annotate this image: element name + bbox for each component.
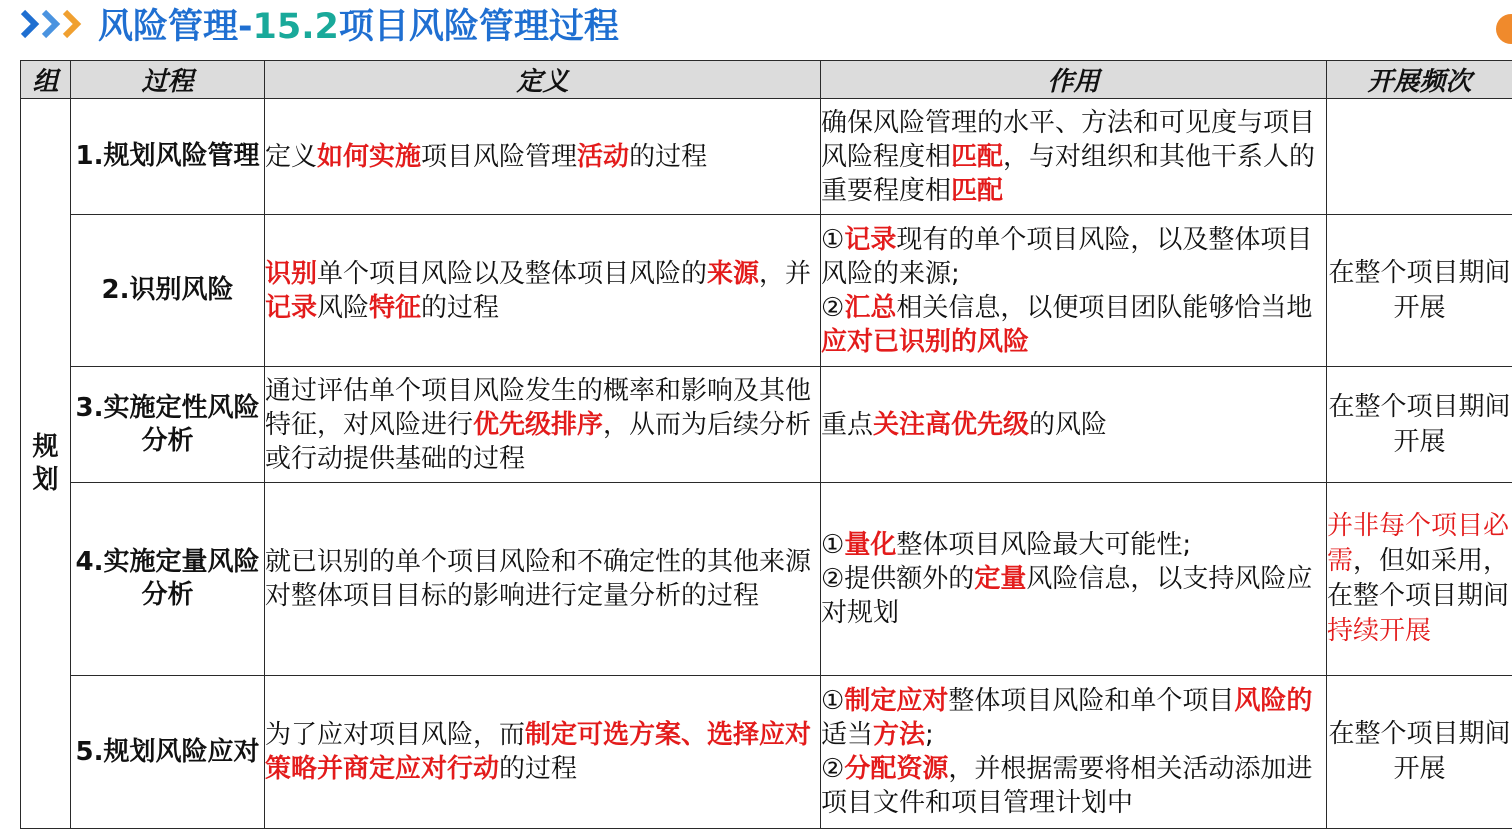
cell-text: 整体项目风险最大可能性; (896, 530, 1192, 560)
highlight-text: 记录 (844, 224, 897, 255)
process-cell: 3.实施定性风险分析 (71, 367, 265, 483)
process-cell: 1.规划风险管理 (71, 99, 265, 215)
frequency-cell (1327, 215, 1512, 367)
highlight-text: 匹配 (951, 141, 1004, 172)
process-cell: 2.识别风险 (71, 215, 265, 367)
cell-text: 的风险 (1029, 409, 1108, 440)
cell-text: ② (821, 754, 845, 784)
cell-text: 在整个项目期间开展 (1328, 391, 1511, 457)
risk-process-table (20, 60, 1512, 829)
title-number: 15.2 (252, 7, 339, 47)
title-rest: 项目风险管理过程 (338, 7, 619, 47)
table-row (21, 367, 1512, 483)
cell-text: ，但如采用，在整个项目期间 (1327, 546, 1510, 611)
group-label: 规划 (32, 431, 59, 495)
cell-text: ① (821, 224, 845, 255)
highlight-text: 如何实施 (317, 141, 422, 172)
highlight-text: 活动 (577, 141, 630, 172)
cell-text: 风险信息，以支持风险应对规划 (821, 564, 1313, 628)
header-effect: 作用 (821, 61, 1327, 99)
highlight-text: 量化 (844, 530, 897, 560)
cell-text: 就已识别的单个项目风险和不确定性的其他来源对整体项目目标的影响进行定量分析的过程 (265, 547, 812, 611)
cell-text: 在整个项目期间开展 (1328, 719, 1511, 784)
cell-text: 相关信息，以便项目团队能够恰当地 (896, 292, 1313, 323)
cell-text: ，并 (759, 258, 812, 289)
header-definition: 定义 (265, 61, 821, 99)
frequency-cell (1327, 99, 1512, 215)
process-cell: 4.实施定量风险分析 (71, 483, 265, 676)
highlight-text: 记录 (265, 292, 318, 323)
process-cell: 5.规划风险应对 (71, 676, 265, 829)
cell-text: 定义 (265, 141, 318, 172)
cell-text: 在整个项目期间开展 (1328, 257, 1511, 323)
definition-cell (265, 215, 821, 367)
cell-text: ① (821, 686, 845, 716)
frequency-cell (1327, 676, 1512, 829)
effect-cell (821, 367, 1327, 483)
highlight-text: 识别 (265, 258, 318, 289)
frequency-cell (1327, 367, 1512, 483)
cell-text: ① (821, 530, 845, 560)
highlight-text: 应对已识别的风险 (821, 326, 1030, 357)
highlight-text: 关注高优先级 (873, 409, 1030, 440)
cell-text: ，并根据需要将相关活动添加进项目文件和项目管理计划中 (821, 754, 1313, 818)
cell-text: 的过程 (421, 292, 500, 323)
table-header-row (21, 61, 1512, 99)
cell-text: 确保风险管理的水平、方法和可见度与项目风险程度相 (821, 107, 1316, 172)
highlight-text: 定量 (974, 564, 1027, 594)
definition-cell (265, 367, 821, 483)
highlight-text: 匹配 (951, 175, 1004, 206)
highlight-text: 来源 (707, 258, 760, 289)
cell-text: 的过程 (629, 141, 708, 172)
highlight-text: 优先级排序 (473, 409, 604, 440)
highlight-text: 制定可选方案、选择应对策略并商定应对行动 (265, 720, 812, 784)
highlight-text: 汇总 (844, 292, 897, 323)
highlight-text: 风险的 (1234, 686, 1313, 716)
table-row (21, 215, 1512, 367)
header-frequency: 开展频次 (1327, 61, 1512, 99)
chevrons-group (20, 7, 90, 41)
effect-cell (821, 99, 1327, 215)
cell-text: ; (925, 720, 934, 750)
cell-text: 风险 (317, 292, 370, 323)
definition-cell (265, 483, 821, 676)
page-title (98, 0, 619, 49)
table-row (21, 483, 1512, 676)
effect-cell (821, 215, 1327, 367)
effect-cell (821, 676, 1327, 829)
title-main: 风险管理- (98, 7, 253, 47)
cell-text: ② (821, 292, 845, 323)
group-cell (21, 99, 71, 829)
highlight-text: 制定应对 (844, 686, 949, 716)
chevron-right-icon (20, 7, 90, 41)
corner-decoration (1496, 14, 1512, 44)
frequency-cell (1327, 483, 1512, 676)
cell-text: 整体项目风险和单个项目 (948, 686, 1235, 716)
highlight-text: 持续开展 (1327, 616, 1432, 646)
title-bar (20, 2, 619, 46)
highlight-text: 方法 (873, 720, 926, 750)
cell-text: 现有的单个项目风险，以及整体项目风险的来源; (821, 224, 1313, 289)
cell-text: ，与对组织和其他干系人的重要程度相 (821, 141, 1316, 206)
effect-cell (821, 483, 1327, 676)
highlight-text: 分配资源 (844, 754, 949, 784)
definition-cell (265, 676, 821, 829)
cell-text: ②提供额外的 (821, 564, 975, 594)
cell-text: 适当 (821, 720, 874, 750)
highlight-text: 并非每个项目必需 (1327, 511, 1510, 576)
cell-text: 的过程 (499, 754, 578, 784)
highlight-text: 特征 (369, 292, 422, 323)
table-row (21, 99, 1512, 215)
definition-cell (265, 99, 821, 215)
cell-text: 为了应对项目风险，而 (265, 720, 526, 750)
header-process: 过程 (71, 61, 265, 99)
cell-text: 单个项目风险以及整体项目风险的 (317, 258, 708, 289)
cell-text: 重点 (821, 409, 874, 440)
header-group: 组 (21, 61, 71, 99)
cell-text: 项目风险管理 (421, 141, 578, 172)
cell-text: 通过评估单个项目风险发生的概率和影响及其他特征，对风险进行 (265, 375, 812, 440)
table-row (21, 676, 1512, 829)
cell-text: ，从而为后续分析或行动提供基础的过程 (265, 409, 812, 474)
